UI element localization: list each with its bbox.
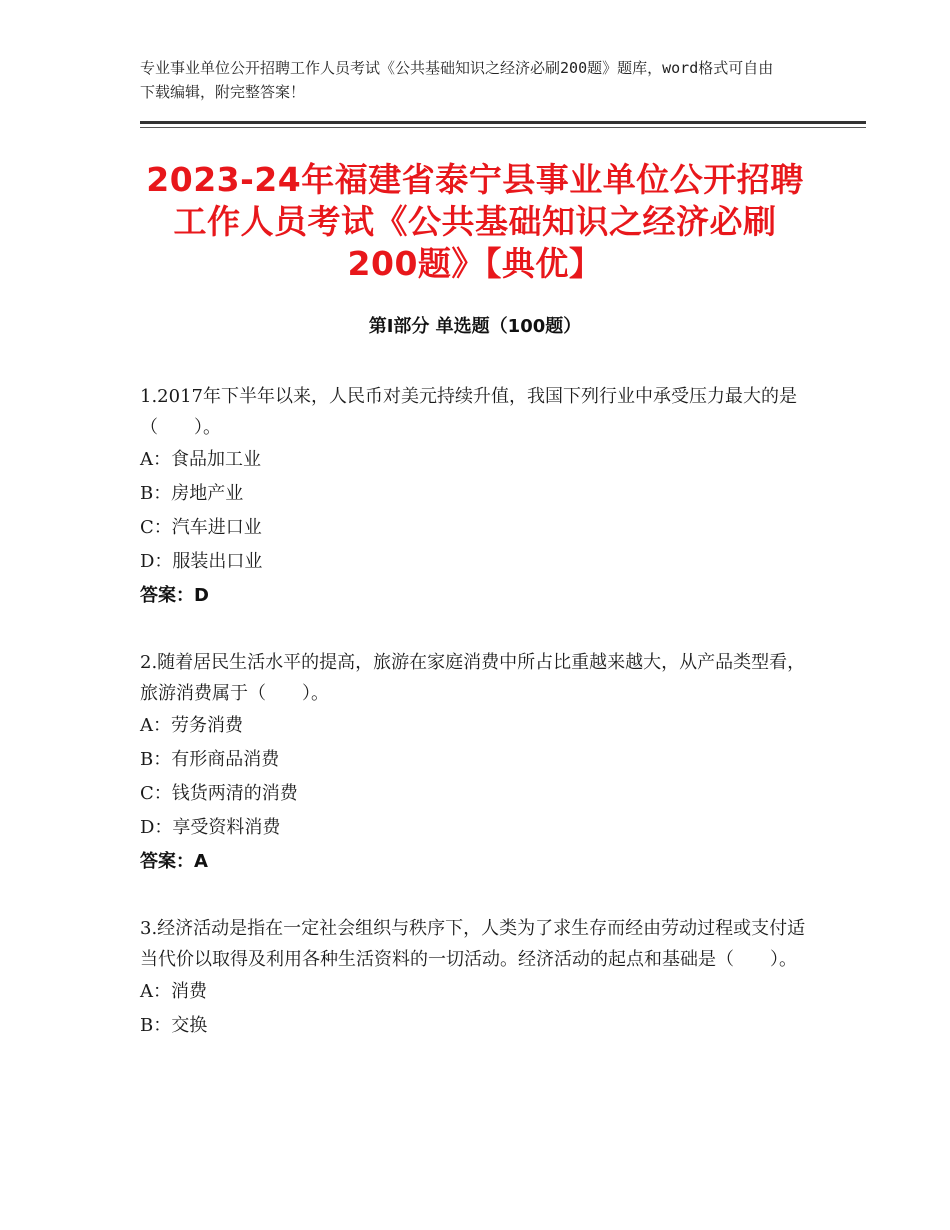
question-3: [140, 913, 810, 1043]
option-b: B：有形商品消费: [140, 749, 280, 770]
question-2: [140, 647, 810, 879]
option-c: C：钱货两清的消费: [140, 783, 298, 804]
option-d: D：享受资料消费: [140, 817, 281, 838]
document-title-line-2: 工作人员考试《公共基础知识之经济必刷: [173, 202, 777, 241]
question-list: [140, 381, 810, 1077]
option-d: D：服装出口业: [140, 551, 263, 572]
header-divider-thin: [140, 127, 866, 128]
answer: 答案：A: [140, 851, 208, 872]
option-a: A：消费: [140, 981, 207, 1002]
question-1: [140, 381, 810, 613]
option-c: C：汽车进口业: [140, 517, 262, 538]
question-text: 1.2017年下半年以来，人民币对美元持续升值，我国下列行业中承受压力最大的是（ ）。: [140, 386, 797, 438]
header-note: 专业事业单位公开招聘工作人员考试《公共基础知识之经济必刷200题》题库，word格式可自由下载编辑，附完整答案！: [140, 59, 774, 101]
option-a: A：劳务消费: [140, 715, 243, 736]
section-title: 第Ⅰ部分 单选题（100题）: [368, 316, 582, 337]
document-title: [100, 159, 850, 285]
header-divider-thick: [140, 121, 866, 124]
document-title-line-3: 200题》【典优】: [347, 244, 603, 283]
answer: 答案：D: [140, 585, 209, 606]
option-b: B：交换: [140, 1015, 208, 1036]
question-text: 3.经济活动是指在一定社会组织与秩序下，人类为了求生存而经由劳动过程或支付适当代价以取得及利用各种生活资料的一切活动。经济活动的起点和基础是（ ）。: [140, 918, 806, 970]
document-title-line-1: 2023-24年福建省泰宁县事业单位公开招聘: [146, 160, 804, 199]
question-text: 2.随着居民生活水平的提高，旅游在家庭消费中所占比重越来越大，从产品类型看，旅游消费属于（ ）。: [140, 652, 806, 704]
option-a: A：食品加工业: [140, 449, 261, 470]
option-b: B：房地产业: [140, 483, 244, 504]
